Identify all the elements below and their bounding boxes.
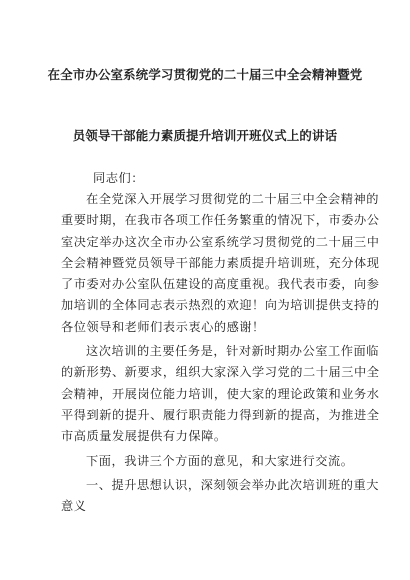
paragraph-line: 全会精神暨党员领导干部能力素质提升培训班，充分体现 [61,255,380,270]
paragraph-opening [61,189,380,338]
paragraph-line: 重要时期，在我市各项工作任务繁重的情况下，市委办公 [61,213,380,228]
paragraph-line: 在全党深入开展学习贯彻党的二十届三中全会精神的 [86,192,379,206]
paragraph-line: 平得到新的提升、履行职责能力得到新的提高，为推进全 [61,407,380,422]
paragraph-line: 加培训的全体同志表示热烈的欢迎！向为培训提供支持的 [61,298,380,313]
greeting: 同志们： [93,171,144,185]
paragraph-line: 了市委对办公室队伍建设的高度重视。我代表市委，向参 [61,277,380,292]
paragraph-line: 一、提升思想认识，深刻领会举办此次培训班的重大 [86,478,379,492]
speech-title-line-1: 在全市办公室系统学习贯彻党的二十届三中全会精神暨党 [47,67,363,82]
paragraph-line: 意义 [61,499,87,514]
paragraph-line: 市高质量发展提供有力保障。 [61,429,227,444]
paragraph-line: 各位领导和老师们表示衷心的感谢！ [61,319,265,334]
paragraph-intro-points [61,451,354,472]
paragraph-tasks [61,341,380,447]
paragraph-line: 的新形势、新要求，组织大家深入学习党的二十届三中全 [61,365,380,380]
paragraph-line: 室决定举办这次全市办公室系统学习贯彻党的二十届三中 [61,234,380,249]
paragraph-line: 这次培训的主要任务是，针对新时期办公室工作面临 [86,344,379,358]
section-heading-one [61,475,379,518]
paragraph-line: 会精神，开展岗位能力培训，使大家的理论政策和业务水 [61,386,380,401]
paragraph-line: 下面，我讲三个方面的意见，和大家进行交流。 [86,454,354,468]
speech-title-line-2: 员领导干部能力素质提升培训开班仪式上的讲话 [72,128,338,143]
